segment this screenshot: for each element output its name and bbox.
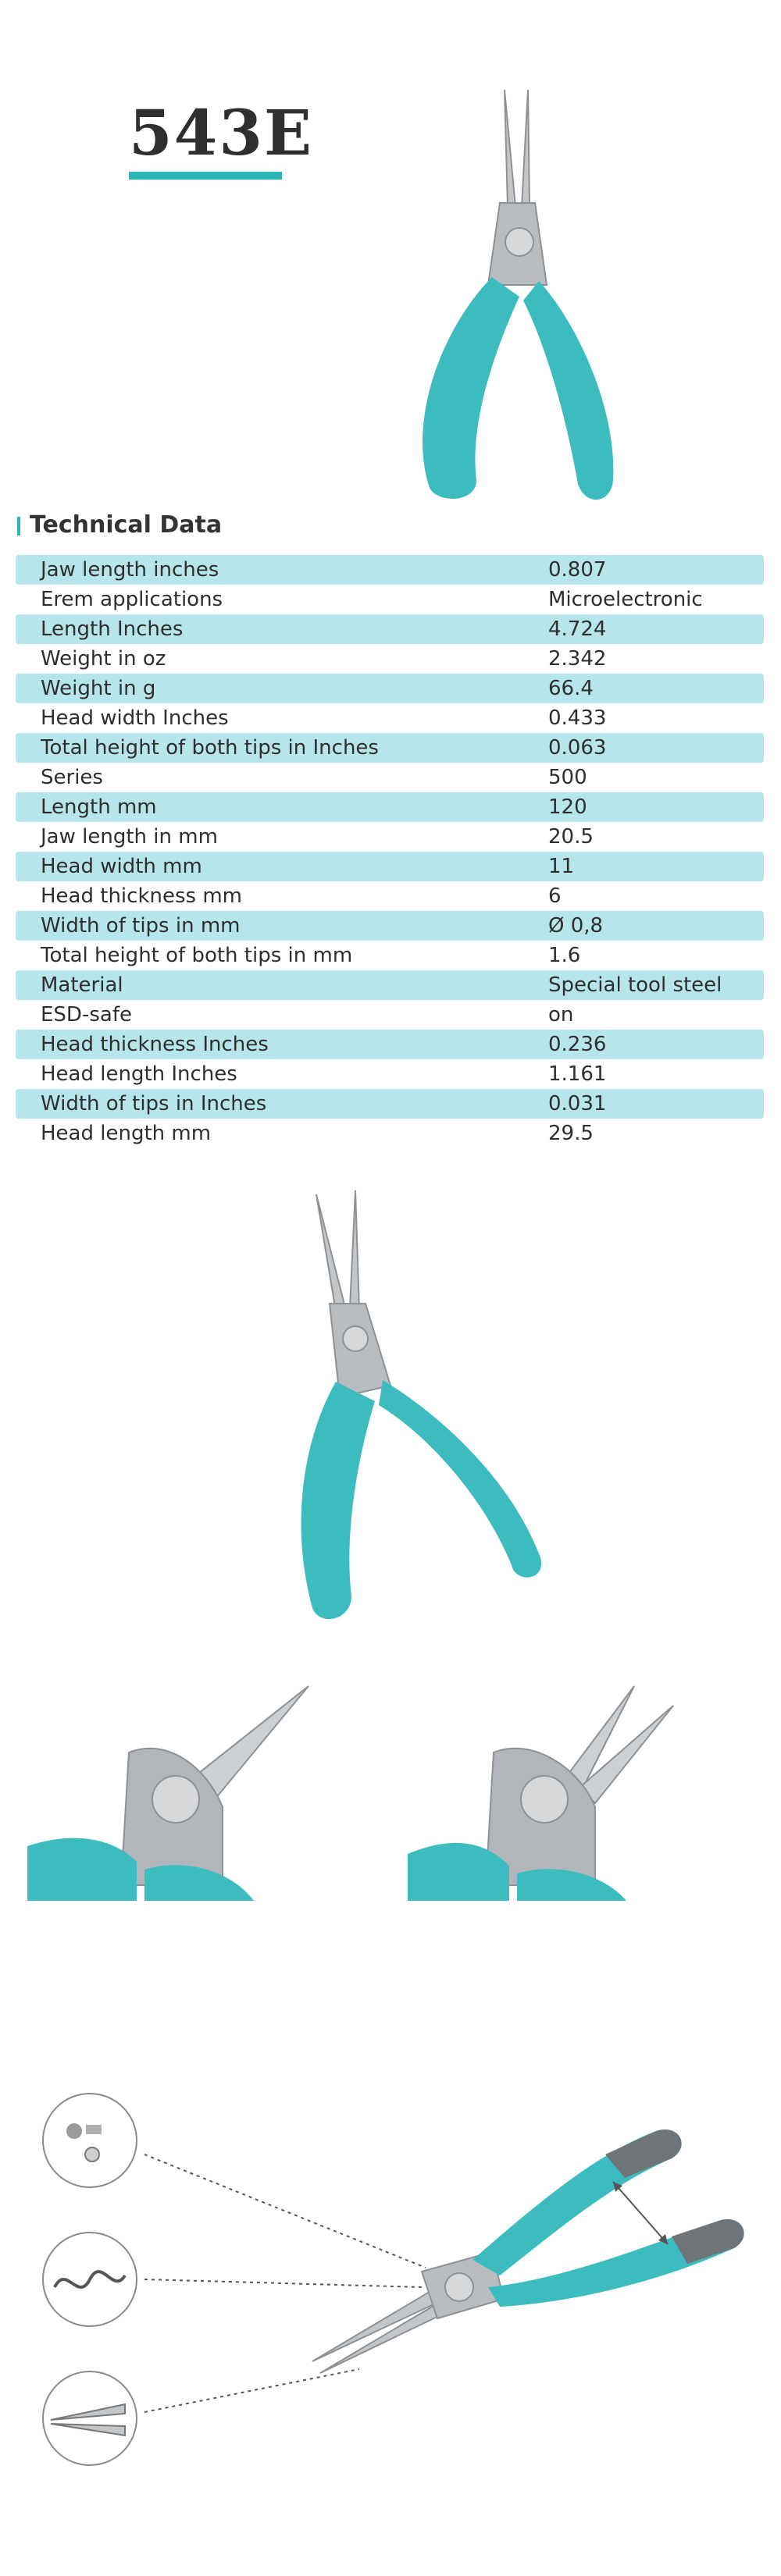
table-row <box>16 763 764 792</box>
table-row <box>16 881 764 911</box>
title-underline <box>129 172 282 180</box>
spec-value: 20.5 <box>548 825 594 849</box>
table-row <box>16 852 764 881</box>
feature-circle-tips <box>43 2371 137 2465</box>
table-row <box>16 614 764 644</box>
technical-data-heading: Technical Data <box>30 511 223 539</box>
feature-circle-parts <box>43 2094 137 2187</box>
section-accent-bar <box>17 517 20 535</box>
table-row <box>16 911 764 941</box>
table-row <box>16 1059 764 1089</box>
pliers-closeup-right-image <box>408 1682 677 1901</box>
spec-value: 6 <box>548 884 562 908</box>
spec-value: 66.4 <box>548 677 594 700</box>
pliers-feature-diagram <box>31 2053 765 2506</box>
spec-label: Jaw length inches <box>41 558 219 582</box>
table-row <box>16 644 764 674</box>
spec-value: Ø 0,8 <box>548 914 604 938</box>
spec-value: 0.236 <box>548 1033 607 1056</box>
spec-label: Head width mm <box>41 855 202 878</box>
table-row <box>16 970 764 1000</box>
spec-value: 0.433 <box>548 706 607 730</box>
spec-label: Erem applications <box>41 588 223 611</box>
spec-value: 1.161 <box>548 1062 607 1086</box>
spec-value: 0.063 <box>548 736 607 760</box>
table-row <box>16 941 764 970</box>
pliers-hero-image <box>390 74 672 503</box>
spec-value: Microelectronic <box>548 588 703 611</box>
spec-label: Head width Inches <box>41 706 229 730</box>
spec-label: Series <box>41 766 103 789</box>
spec-value: on <box>548 1003 574 1026</box>
feature-circle-bending <box>43 2233 137 2326</box>
spec-label: Head thickness Inches <box>41 1033 269 1056</box>
table-row <box>16 1119 764 1148</box>
spec-label: ESD-safe <box>41 1003 132 1026</box>
spec-label: Jaw length in mm <box>41 825 218 849</box>
table-row <box>16 555 764 585</box>
table-row <box>16 1030 764 1059</box>
table-row <box>16 822 764 852</box>
spec-value: 4.724 <box>548 617 607 641</box>
spec-label: Total height of both tips in mm <box>41 944 353 967</box>
pliers-closeup-left-image <box>27 1682 312 1901</box>
model-title: 543E <box>129 96 313 169</box>
spec-label: Head length Inches <box>41 1062 237 1086</box>
spec-value: 2.342 <box>548 647 607 671</box>
table-row <box>16 674 764 703</box>
spec-value: 500 <box>548 766 587 789</box>
spec-value: 0.031 <box>548 1092 607 1115</box>
spec-value: 0.807 <box>548 558 607 582</box>
spec-value: Special tool steel <box>548 973 722 997</box>
technical-data-table <box>16 555 764 1148</box>
spec-value: 1.6 <box>548 944 581 967</box>
spec-label: Head thickness mm <box>41 884 242 908</box>
pliers-angled-image <box>281 1179 570 1624</box>
table-row <box>16 1089 764 1119</box>
spec-label: Head length mm <box>41 1122 212 1145</box>
spec-label: Width of tips in Inches <box>41 1092 267 1115</box>
spec-label: Length mm <box>41 795 157 819</box>
spec-value: 11 <box>548 855 575 878</box>
spec-label: Weight in oz <box>41 647 166 671</box>
table-row <box>16 733 764 763</box>
table-row <box>16 1000 764 1030</box>
spec-value: 120 <box>548 795 587 819</box>
spec-label: Length Inches <box>41 617 184 641</box>
spec-label: Weight in g <box>41 677 156 700</box>
table-row <box>16 703 764 733</box>
table-row <box>16 585 764 614</box>
spec-label: Width of tips in mm <box>41 914 241 938</box>
table-row <box>16 792 764 822</box>
spec-value: 29.5 <box>548 1122 594 1145</box>
spec-label: Material <box>41 973 123 997</box>
spec-label: Total height of both tips in Inches <box>41 736 379 760</box>
